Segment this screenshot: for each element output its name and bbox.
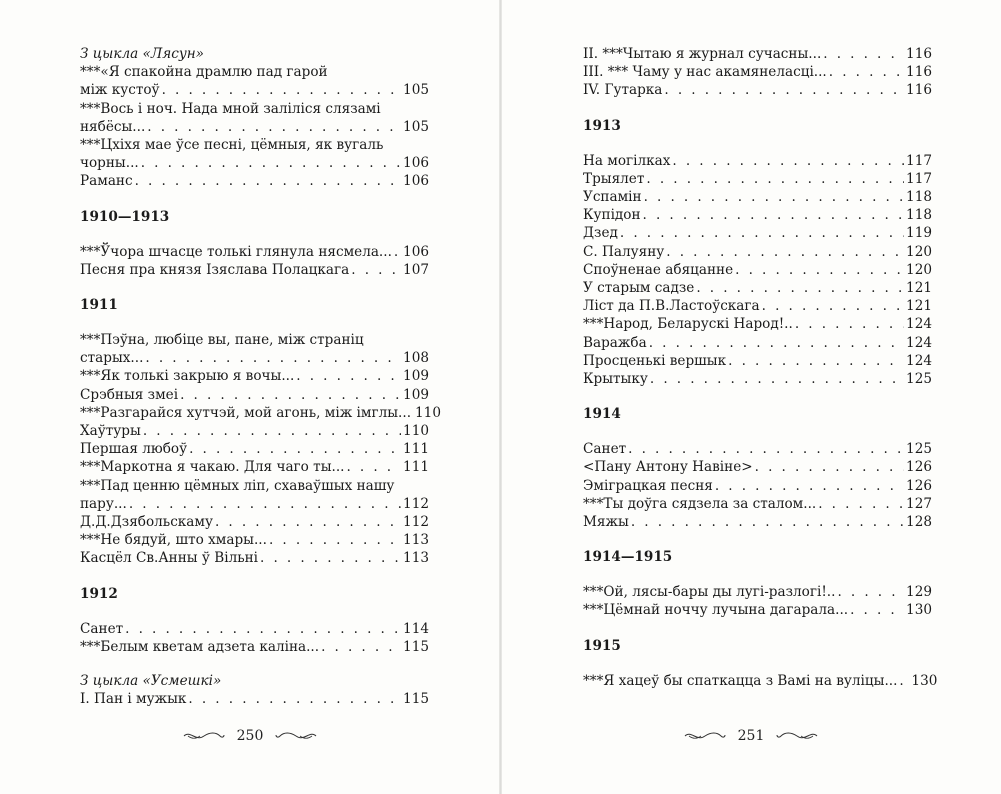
- entry-page-number: 113: [403, 550, 429, 567]
- entry-page-number: 110: [403, 423, 429, 440]
- entry-title: ***Ты доўга сядзела за сталом...: [583, 495, 817, 512]
- entry-page-number: 126: [906, 477, 932, 494]
- entry-title: У старым садзе: [583, 280, 695, 297]
- toc-entry[interactable]: [80, 638, 429, 656]
- leader-dots: [795, 315, 904, 333]
- entry-title: Д.Д.Дзябольскаму: [80, 514, 213, 531]
- toc-entry[interactable]: [583, 45, 932, 63]
- toc-entry[interactable]: [80, 513, 429, 531]
- leader-dots: [650, 370, 904, 388]
- entry-page-number: 111: [403, 441, 429, 458]
- leader-dots: [643, 206, 905, 224]
- entry-page-number: 124: [906, 352, 932, 369]
- entry-title: ***Як толькі закрыю я вочы...: [80, 368, 295, 385]
- toc-entry[interactable]: [80, 422, 429, 440]
- toc-entry[interactable]: [80, 63, 429, 99]
- entry-title: Санет: [80, 620, 124, 637]
- entry-title: Просценькі вершык: [583, 352, 727, 369]
- entry-page-number: 120: [906, 243, 932, 260]
- leader-dots: [829, 63, 904, 81]
- leader-dots: [125, 620, 401, 638]
- section-title-1913: 1913: [583, 117, 621, 134]
- toc-entry[interactable]: [583, 601, 932, 619]
- section-title-1911: 1911: [80, 297, 118, 314]
- entry-page-number: 121: [906, 298, 932, 315]
- entry-page-number: 118: [906, 189, 932, 206]
- entry-page-number: 120: [906, 261, 932, 278]
- leader-dots: [141, 154, 401, 172]
- entry-page-number: 121: [906, 280, 932, 297]
- toc-entry[interactable]: [80, 458, 429, 476]
- entry-page-number: 105: [403, 118, 429, 135]
- entry-page-number: 112: [403, 495, 429, 512]
- leader-dots: [762, 297, 904, 315]
- leader-dots: [755, 458, 904, 476]
- leader-dots: [147, 118, 401, 136]
- entry-title: Споўненае абяцанне: [583, 261, 734, 278]
- left-page-footer: [0, 728, 500, 744]
- toc-entry[interactable]: [80, 136, 429, 172]
- entry-title: ІІ. ***Чытаю я журнал сучасны...: [583, 46, 822, 62]
- entry-page-number: 130: [911, 672, 938, 689]
- entry-title: Успамін: [583, 189, 642, 206]
- toc-entry[interactable]: [80, 549, 429, 567]
- entry-page-number: 110: [415, 404, 441, 421]
- toc-entry[interactable]: [583, 188, 932, 206]
- toc-entry[interactable]: [583, 352, 932, 370]
- entry-title: Купідон: [583, 207, 641, 224]
- entry-title-line: ***Пад ценню цёмных ліп, схаваўшых нашу: [80, 477, 395, 494]
- entry-page-number: 109: [403, 368, 429, 385]
- leader-dots: [728, 352, 904, 370]
- left-toc: [80, 45, 441, 708]
- entry-title: ІІІ. *** Чаму у нас акамянеласці...: [583, 64, 827, 81]
- toc-entry[interactable]: [80, 100, 429, 136]
- toc-entry[interactable]: [80, 386, 429, 404]
- leader-dots: [351, 261, 401, 279]
- right-page: [501, 0, 1001, 794]
- ornament-right-icon: [274, 730, 318, 742]
- entry-title: Мяжы: [583, 514, 629, 531]
- entry-page-number: 115: [403, 691, 429, 708]
- leader-dots: [666, 243, 904, 261]
- leader-dots: [145, 349, 401, 367]
- ornament-left-icon: [182, 730, 226, 742]
- toc-entry[interactable]: [80, 172, 429, 190]
- leader-dots: [296, 367, 401, 385]
- entry-page-number: 109: [403, 386, 429, 403]
- entry-title: <Пану Антону Навіне>: [583, 459, 753, 476]
- toc-entry[interactable]: [583, 315, 932, 333]
- entry-title: ***Я хацеў бы спаткацца з Вамі на вуліцы...: [583, 672, 898, 689]
- leader-dots: [189, 440, 401, 458]
- leader-dots: [394, 243, 401, 261]
- toc-entry[interactable]: [80, 367, 429, 385]
- toc-entry[interactable]: [80, 531, 429, 549]
- ornament-left-icon: [683, 730, 727, 742]
- entry-page-number: 118: [906, 207, 932, 224]
- entry-title: С. Палуяну: [583, 243, 665, 260]
- toc-entry[interactable]: [583, 370, 932, 388]
- toc-entry[interactable]: [583, 297, 932, 315]
- leader-dots: [129, 495, 401, 513]
- entry-title: ***Не бядуй, што хмары...: [80, 532, 267, 549]
- entry-title: Крытыку: [583, 371, 648, 388]
- entry-title-end: між кустоў: [80, 82, 160, 99]
- entry-title-line: ***Вось і ноч. Нада мной заліліся слязамі: [80, 100, 381, 117]
- entry-title: ***Народ, Беларускі Народ!..: [583, 316, 793, 333]
- entry-page-number: 115: [403, 638, 429, 655]
- entry-page-number: 106: [403, 243, 429, 260]
- entry-page-number: 112: [403, 514, 429, 531]
- entry-page-number: 125: [906, 371, 932, 388]
- leader-dots: [672, 152, 904, 170]
- entry-title: Дзед: [583, 225, 618, 242]
- entry-title-line: ***Цхіхя мае ўсе песні, цёмныя, як вугаль: [80, 137, 384, 154]
- left-page: [0, 0, 500, 794]
- entry-title: ***Разгарайся хутчэй, мой агонь, між імглы...: [80, 404, 412, 421]
- entry-page-number: 116: [906, 64, 932, 81]
- right-toc: [583, 45, 938, 690]
- toc-entry[interactable]: [80, 440, 429, 458]
- toc-entry[interactable]: [583, 81, 932, 99]
- entry-page-number: 105: [403, 82, 429, 99]
- leader-dots: [644, 188, 904, 206]
- entry-title: І. Пан і мужык: [80, 691, 187, 708]
- page-number: 250: [236, 728, 264, 744]
- toc-entry[interactable]: [80, 331, 429, 367]
- entry-page-number: 129: [906, 584, 932, 601]
- entry-title: ***Ой, лясы-бары ды лугі-разлогі!..: [583, 584, 836, 601]
- leader-dots: [215, 513, 401, 531]
- section-title-1914-1915: 1914—1915: [583, 549, 673, 566]
- entry-page-number: 130: [906, 602, 932, 619]
- entry-title-end: чорны...: [80, 155, 139, 172]
- entry-title: Раманс: [80, 173, 133, 190]
- toc-entry[interactable]: [583, 279, 932, 297]
- entry-title: Эміграцкая песня: [583, 477, 713, 494]
- entry-page-number: 107: [403, 261, 429, 278]
- entry-page-number: 106: [403, 173, 429, 190]
- toc-entry[interactable]: [583, 458, 932, 476]
- section-title-1910-1913: 1910—1913: [80, 208, 170, 225]
- toc-entry[interactable]: [583, 63, 932, 81]
- toc-entry[interactable]: [583, 152, 932, 170]
- leader-gap: [899, 672, 909, 690]
- toc-entry[interactable]: [583, 513, 932, 531]
- leader-dots: [715, 477, 904, 495]
- entry-page-number: 124: [906, 334, 932, 351]
- toc-entry[interactable]: [80, 477, 429, 513]
- toc-entry[interactable]: [583, 206, 932, 224]
- entry-title: Срэбныя змеі: [80, 386, 179, 403]
- toc-entry[interactable]: [583, 243, 932, 261]
- entry-title: IV. Гутарка: [583, 82, 663, 99]
- toc-entry[interactable]: [583, 170, 932, 188]
- leader-dots: [135, 172, 401, 190]
- leader-dots: [628, 440, 904, 458]
- entry-page-number: 117: [906, 152, 932, 169]
- entry-title: Першая любоў: [80, 441, 188, 458]
- leader-dots: [260, 549, 401, 567]
- toc-entry[interactable]: [583, 672, 938, 690]
- entry-title: ***Белым кветам адзета каліна...: [80, 638, 320, 655]
- section-title-1915: 1915: [583, 637, 621, 654]
- toc-entry[interactable]: [80, 620, 429, 638]
- toc-entry[interactable]: [80, 261, 429, 279]
- leader-dots: [837, 583, 904, 601]
- entry-title: Касцёл Св.Анны ў Вільні: [80, 550, 259, 567]
- leader-dots: [143, 422, 401, 440]
- cycle-title-lyasun: З цыкла «Лясун»: [80, 46, 204, 62]
- entry-page-number: 113: [403, 532, 429, 549]
- entry-title: Ліст да П.В.Ластоўскага: [583, 298, 760, 315]
- leader-dots: [321, 638, 401, 656]
- toc-entry[interactable]: [583, 261, 932, 279]
- leader-dots: [823, 45, 904, 63]
- entry-page-number: 126: [906, 459, 932, 476]
- entry-title: ***Ўчора шчасце толькі глянула нясмела...: [80, 243, 392, 260]
- leader-dots: [631, 513, 904, 531]
- ornament-right-icon: [775, 730, 819, 742]
- entry-title: Песня пра князя Ізяслава Полацкага: [80, 261, 350, 278]
- entry-page-number: 125: [906, 441, 932, 458]
- entry-page-number: 114: [403, 620, 429, 637]
- entry-title: Трыялет: [583, 170, 645, 187]
- leader-dots: [620, 224, 904, 242]
- entry-page-number: 108: [403, 350, 429, 367]
- entry-title: Санет: [583, 441, 627, 458]
- entry-page-number: 111: [403, 459, 429, 476]
- entry-page-number: 106: [403, 155, 429, 172]
- cycle-title-usmeshki: З цыкла «Усмешкі»: [80, 673, 222, 690]
- right-page-footer: [501, 728, 1001, 744]
- entry-page-number: 117: [906, 170, 932, 187]
- spacer: [80, 656, 429, 672]
- section-title-1914: 1914: [583, 406, 621, 423]
- leader-dots: [696, 279, 904, 297]
- entry-title: Хаўтуры: [80, 423, 141, 440]
- entry-title-end: старых...: [80, 350, 144, 367]
- toc-entry[interactable]: [80, 404, 441, 422]
- toc-entry[interactable]: [583, 583, 932, 601]
- entry-title-end: нябёсы...: [80, 118, 146, 135]
- entry-page-number: 119: [906, 225, 932, 242]
- entry-title-line: ***«Я спакойна драмлю пад гарой: [80, 64, 328, 81]
- leader-dots: [346, 458, 401, 476]
- entry-title: Варажба: [583, 334, 647, 351]
- entry-title: ***Маркотна я чакаю. Для чаго ты...: [80, 459, 345, 476]
- toc-entry[interactable]: [583, 495, 932, 513]
- leader-dots: [818, 495, 904, 513]
- entry-title: На могілках: [583, 152, 671, 169]
- leader-dots: [269, 531, 401, 549]
- leader-dots: [735, 261, 904, 279]
- toc-entry[interactable]: [583, 334, 932, 352]
- leader-dots: [649, 334, 904, 352]
- entry-page-number: 116: [906, 82, 932, 99]
- entry-title: ***Цёмнай ноччу лучына дагарала...: [583, 602, 849, 619]
- entry-page-number: 128: [906, 514, 932, 531]
- toc-entry[interactable]: [583, 224, 932, 242]
- page-number: 251: [737, 728, 765, 744]
- leader-dots: [850, 601, 904, 619]
- leader-dots: [664, 81, 904, 99]
- entry-page-number: 124: [906, 316, 932, 333]
- toc-entry[interactable]: [80, 690, 429, 708]
- entry-title-end: пару...: [80, 495, 127, 512]
- entry-title-line: ***Пэўна, любіце вы, пане, між страніц: [80, 332, 364, 349]
- toc-entry[interactable]: [583, 440, 932, 458]
- leader-dots: [180, 386, 401, 404]
- entry-page-number: 116: [906, 46, 932, 62]
- toc-entry[interactable]: [583, 477, 932, 495]
- leader-dots: [646, 170, 904, 188]
- section-title-1912: 1912: [80, 585, 118, 602]
- leader-dots: [188, 690, 401, 708]
- entry-page-number: 127: [906, 495, 932, 512]
- toc-entry[interactable]: [80, 243, 429, 261]
- leader-dots: [162, 81, 401, 99]
